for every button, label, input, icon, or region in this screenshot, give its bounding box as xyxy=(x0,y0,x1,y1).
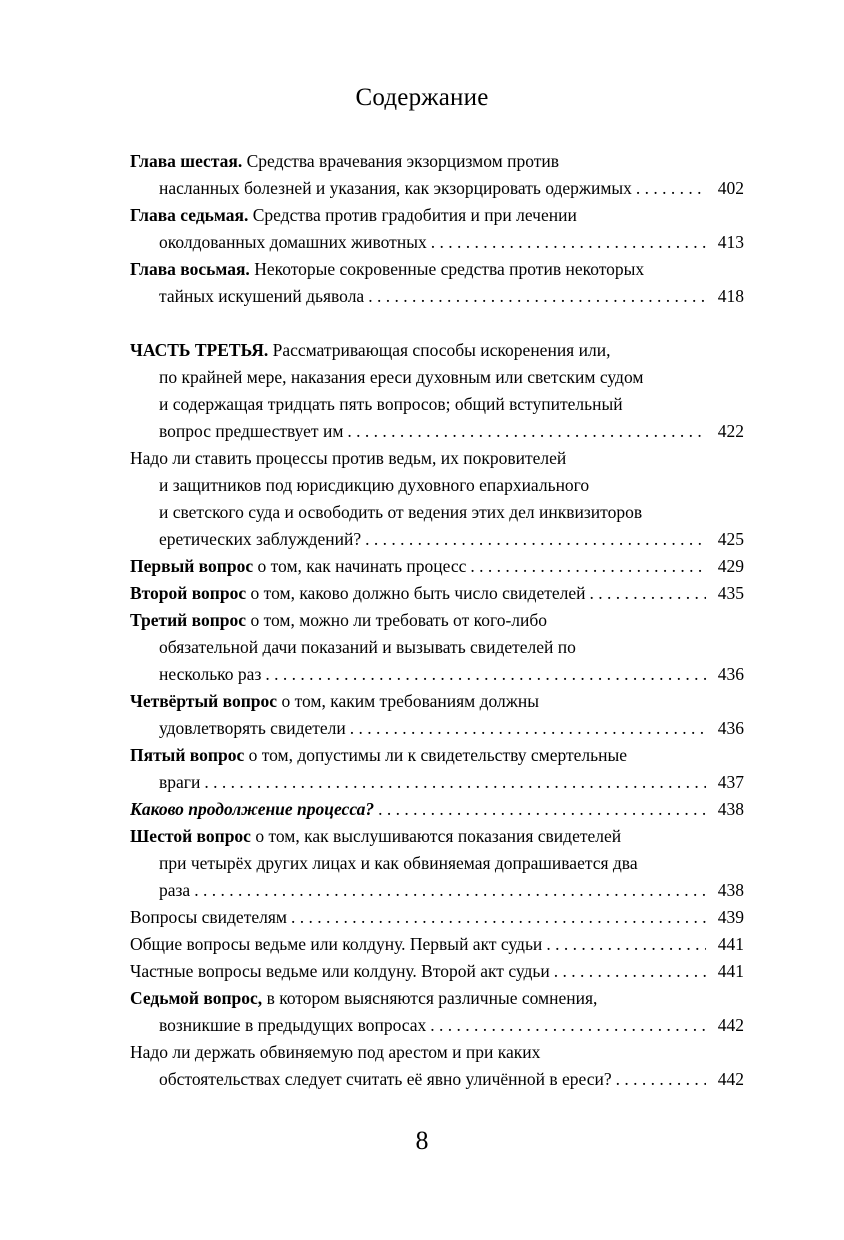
toc-line-text xyxy=(130,259,644,279)
dot-leader xyxy=(194,877,706,904)
table-of-contents xyxy=(130,148,744,1093)
toc-text: Частные вопросы ведьме или колдуну. Второй акт судьи xyxy=(130,961,550,981)
toc-line-text xyxy=(130,691,539,711)
toc-line-text xyxy=(130,580,586,607)
toc-entry xyxy=(130,553,744,580)
toc-heading: Пятый вопрос xyxy=(130,745,245,765)
toc-text: Некоторые сокровенные средства против некоторых xyxy=(249,259,645,279)
toc-page-number: 436 xyxy=(717,664,744,684)
toc-text: и защитников под юрисдикцию духовного епархиального xyxy=(159,475,590,495)
toc-entry xyxy=(130,256,744,310)
dot-leader xyxy=(291,904,706,931)
toc-line xyxy=(130,931,744,958)
toc-line xyxy=(130,283,744,310)
dot-leader xyxy=(265,661,706,688)
toc-entry xyxy=(130,904,744,931)
toc-line xyxy=(130,1066,744,1093)
toc-text: о том, допустимы ли к свидетельству смертельные xyxy=(244,745,628,765)
toc-heading: Глава шестая. xyxy=(130,151,243,171)
toc-line xyxy=(130,796,744,823)
toc-entry xyxy=(130,958,744,985)
toc-heading: Третий вопрос xyxy=(130,610,247,630)
toc-entry xyxy=(130,742,744,796)
toc-line-text xyxy=(159,502,642,522)
toc-page-number: 429 xyxy=(717,556,744,576)
toc-heading: ЧАСТЬ ТРЕТЬЯ. xyxy=(130,340,269,360)
toc-line-text xyxy=(159,367,643,387)
toc-page-number: 402 xyxy=(717,178,744,198)
toc-line xyxy=(130,202,744,229)
toc-entry xyxy=(130,796,744,823)
toc-page-number: 438 xyxy=(717,880,744,900)
toc-entry xyxy=(130,148,744,202)
toc-line xyxy=(130,607,744,634)
toc-page-number: 439 xyxy=(717,907,744,927)
dot-leader xyxy=(590,580,707,607)
toc-page-number: 442 xyxy=(717,1069,744,1089)
page-number: 8 xyxy=(415,1126,429,1155)
toc-entry xyxy=(130,445,744,553)
toc-line-text xyxy=(130,1042,540,1062)
toc-line-text xyxy=(130,205,577,225)
toc-line xyxy=(130,904,744,931)
dot-leader xyxy=(368,283,706,310)
toc-line-text xyxy=(159,526,361,553)
toc-line-text xyxy=(159,1066,612,1093)
toc-text: обязательной дачи показаний и вызывать свидетелей по xyxy=(159,637,576,657)
dot-leader xyxy=(616,1066,706,1093)
toc-line xyxy=(130,229,744,256)
toc-text: о том, как выслушиваются показания свидетелей xyxy=(250,826,622,846)
toc-text: о том, как начинать процесс xyxy=(253,556,467,576)
toc-text: околдованных домашних животных xyxy=(159,232,427,252)
toc-line-text xyxy=(159,229,427,256)
toc-text: вопрос предшествует им xyxy=(159,421,344,441)
toc-text: о том, можно ли требовать от кого-либо xyxy=(246,610,548,630)
toc-text: и содержащая тридцать пять вопросов; общий вступительный xyxy=(159,394,623,414)
toc-line-text xyxy=(159,283,364,310)
toc-line xyxy=(130,958,744,985)
toc-line-text xyxy=(130,448,566,468)
toc-text: тайных искушений дьявола xyxy=(159,286,365,306)
toc-text: удовлетворять свидетели xyxy=(159,718,346,738)
toc-line xyxy=(130,850,744,877)
toc-heading: Шестой вопрос xyxy=(130,826,251,846)
dot-leader xyxy=(204,769,706,796)
toc-line xyxy=(130,742,744,769)
toc-line xyxy=(130,391,744,418)
dot-leader xyxy=(378,796,706,823)
toc-text: при четырёх других лицах и как обвиняемая допрашивается два xyxy=(159,853,638,873)
toc-page-number: 441 xyxy=(717,934,744,954)
toc-text: Общие вопросы ведьме или колдуну. Первый акт судьи xyxy=(130,934,543,954)
toc-line xyxy=(130,823,744,850)
toc-line xyxy=(130,877,744,904)
toc-line-text xyxy=(130,988,597,1008)
toc-line-text xyxy=(130,151,559,171)
toc-line xyxy=(130,1039,744,1066)
toc-line xyxy=(130,634,744,661)
toc-line xyxy=(130,688,744,715)
toc-text: в котором выясняются различные сомнения, xyxy=(262,988,598,1008)
toc-line xyxy=(130,337,744,364)
toc-line xyxy=(130,769,744,796)
toc-line xyxy=(130,661,744,688)
toc-line-text xyxy=(159,661,261,688)
toc-line-text xyxy=(130,904,287,931)
toc-line-text xyxy=(159,175,632,202)
section-spacer xyxy=(130,310,744,337)
toc-text: о том, каково должно быть число свидетелей xyxy=(246,583,586,603)
toc-line-text xyxy=(130,340,610,360)
toc-heading: Каково продолжение процесса? xyxy=(130,799,375,819)
toc-heading: Первый вопрос xyxy=(130,556,254,576)
toc-heading: Седьмой вопрос, xyxy=(130,988,263,1008)
toc-line-text xyxy=(159,394,623,414)
toc-heading: Глава седьмая. xyxy=(130,205,249,225)
dot-leader xyxy=(470,553,706,580)
toc-line xyxy=(130,175,744,202)
toc-line xyxy=(130,526,744,553)
toc-text: Вопросы свидетелям xyxy=(130,907,287,927)
dot-leader xyxy=(554,958,706,985)
toc-line xyxy=(130,553,744,580)
toc-text: обстоятельствах следует считать её явно уличённой в ереси? xyxy=(159,1069,612,1089)
toc-line-text xyxy=(159,715,346,742)
toc-entry xyxy=(130,823,744,904)
toc-line-text xyxy=(130,553,466,580)
toc-line xyxy=(130,985,744,1012)
toc-line-text xyxy=(159,475,589,495)
toc-line-text xyxy=(130,610,547,630)
toc-line-text xyxy=(130,958,550,985)
toc-line-text xyxy=(159,418,343,445)
toc-text: насланных болезней и указания, как экзорцировать одержимых xyxy=(159,178,632,198)
toc-line xyxy=(130,445,744,472)
toc-line-text xyxy=(159,637,576,657)
toc-heading: Глава восьмая. xyxy=(130,259,250,279)
toc-line-text xyxy=(130,745,627,765)
toc-entry xyxy=(130,337,744,445)
toc-line-text xyxy=(130,826,621,846)
dot-leader xyxy=(636,175,706,202)
toc-text: и светского суда и освободить от ведения этих дел инквизиторов xyxy=(159,502,643,522)
dot-leader xyxy=(350,715,706,742)
toc-entry xyxy=(130,985,744,1039)
toc-entry xyxy=(130,202,744,256)
toc-text: Надо ли держать обвиняемую под арестом и при каких xyxy=(130,1042,541,1062)
toc-page-number: 438 xyxy=(717,799,744,819)
toc-text: Средства против градобития и при лечении xyxy=(248,205,577,225)
dot-leader xyxy=(431,229,706,256)
toc-entry xyxy=(130,1039,744,1093)
toc-text: раза xyxy=(159,880,191,900)
page-title: Содержание xyxy=(355,84,489,111)
toc-line-text xyxy=(159,853,638,873)
toc-line xyxy=(130,499,744,526)
toc-page-number: 435 xyxy=(717,583,744,603)
toc-line-text xyxy=(130,931,542,958)
toc-line xyxy=(130,1012,744,1039)
toc-text: по крайней мере, наказания ереси духовным или светским судом xyxy=(159,367,644,387)
toc-entry xyxy=(130,931,744,958)
toc-line-text xyxy=(159,1012,426,1039)
toc-line xyxy=(130,715,744,742)
toc-entry xyxy=(130,688,744,742)
toc-page-number: 442 xyxy=(717,1015,744,1035)
toc-page-number: 418 xyxy=(717,286,744,306)
toc-page-number: 422 xyxy=(717,421,744,441)
toc-page-number: 441 xyxy=(717,961,744,981)
toc-entry xyxy=(130,607,744,688)
toc-page-number: 425 xyxy=(717,529,744,549)
toc-line-text xyxy=(159,769,200,796)
dot-leader xyxy=(430,1012,706,1039)
toc-text: Надо ли ставить процессы против ведьм, их покровителей xyxy=(130,448,567,468)
dot-leader xyxy=(347,418,706,445)
toc-text: о том, каким требованиям должны xyxy=(277,691,539,711)
toc-line xyxy=(130,418,744,445)
toc-line xyxy=(130,256,744,283)
toc-line xyxy=(130,148,744,175)
toc-line-text xyxy=(130,796,374,823)
toc-page-number: 413 xyxy=(717,232,744,252)
toc-line-text xyxy=(159,877,190,904)
toc-text: Средства врачевания экзорцизмом против xyxy=(242,151,560,171)
toc-line xyxy=(130,580,744,607)
toc-heading: Второй вопрос xyxy=(130,583,247,603)
toc-text: еретических заблуждений? xyxy=(159,529,362,549)
toc-entry xyxy=(130,580,744,607)
toc-text: враги xyxy=(159,772,201,792)
toc-line xyxy=(130,472,744,499)
toc-page-number: 436 xyxy=(717,718,744,738)
toc-text: несколько раз xyxy=(159,664,262,684)
toc-line xyxy=(130,364,744,391)
dot-leader xyxy=(365,526,706,553)
dot-leader xyxy=(546,931,706,958)
toc-text: Рассматривающая способы искоренения или, xyxy=(268,340,611,360)
toc-page-number: 437 xyxy=(717,772,744,792)
toc-text: возникшие в предыдущих вопросах xyxy=(159,1015,427,1035)
toc-heading: Четвёртый вопрос xyxy=(130,691,278,711)
